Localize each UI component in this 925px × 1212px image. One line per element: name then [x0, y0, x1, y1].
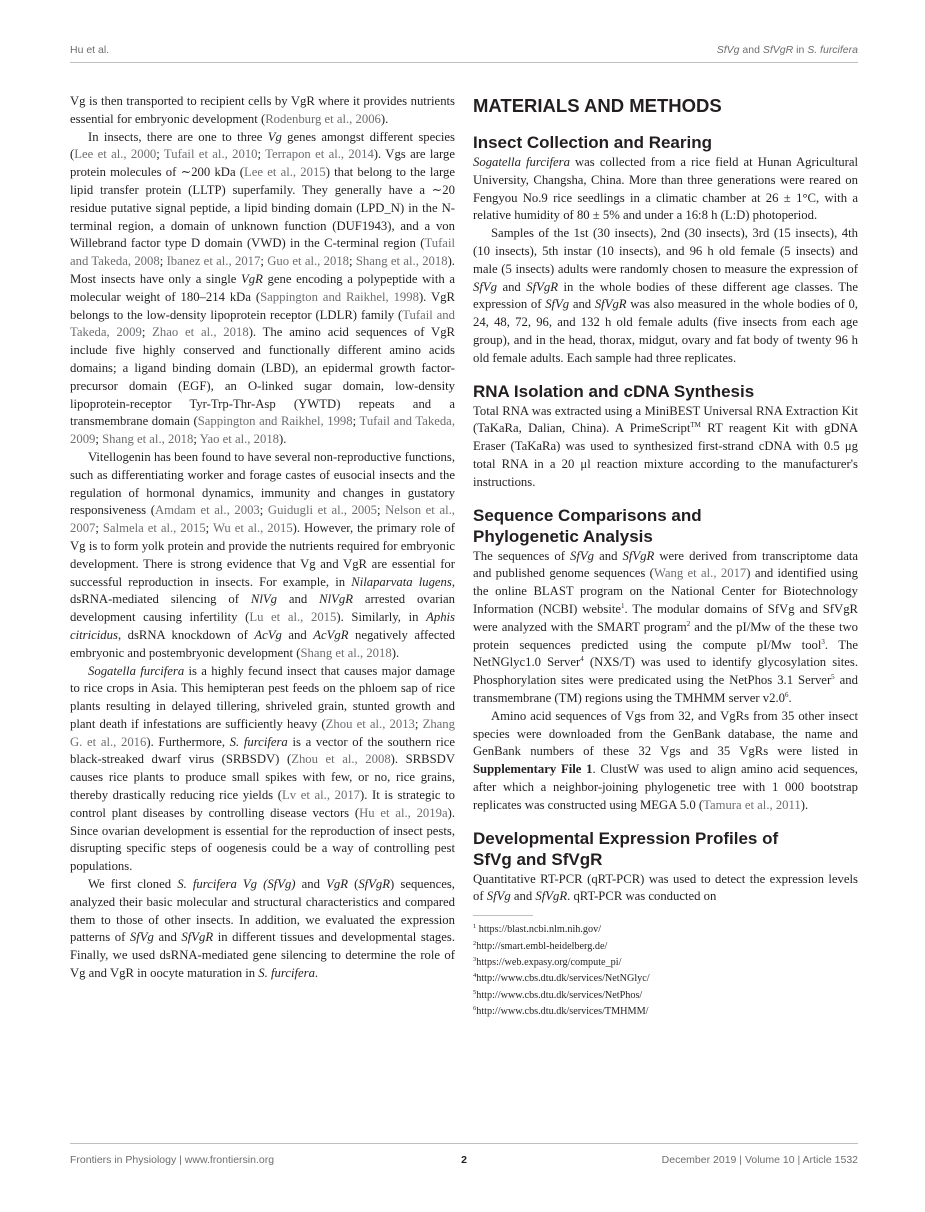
footer-journal[interactable]: Frontiers in Physiology | www.frontiersin.org	[70, 1154, 275, 1166]
subsection-rna-isolation: RNA Isolation and cDNA Synthesis	[473, 381, 755, 401]
subsection-insect-collection: Insect Collection and Rearing	[473, 133, 712, 152]
paragraph-collection: Sogatella furcifera was collected from a rice field at Hunan Agricultural University, Changsha, China. More than three generations were reared on Fengyou No.9 rice seedlings in a climatic chamber at 26 ± 1°C, with a relative humidity of 80 ± 5% and under a 16:8 h (L:D) photoperiod.	[473, 155, 858, 223]
footnote-item[interactable]: $^5$http://www.cbs.dtu.dk/services/NetPhos/	[473, 988, 643, 1001]
paragraph-sogatella-pest: Sogatella furcifera is a highly fecund insect that causes major damage to rice crops in Asia. This hemipteran pest feeds on the phloem sap of rice plants resulting in delayed tillering, shriveled grain, stunted growth and plant death if infestations are sufficiently heavy (Zhou et al., 2013; Zhang G. et al., 2016). Furthermore, S. furcifera is a vector of the southern rice black-streaked dwarf virus (SRBSDV) (Zhou et al., 2008). SRBSDV causes rice plants to produce small spikes with few, or no, rice grains, thereby drastically reducing rice yields (Lv et al., 2017). It is strategic to control plant diseases by controlling disease vectors (Hu et al., 2019a). Since ovarian development is essential for the reproduction of insect pests, disrupting specific steps of oogenesis could be a way of controlling pest populations.	[70, 663, 456, 874]
citation-link[interactable]: Sappington and Raikhel, 1998	[260, 289, 419, 304]
footnote-mark[interactable]: 1	[621, 601, 625, 610]
paragraph-samples: Samples of the 1st (30 insects), 2nd (30 insects), 3rd (15 insects), 4th (10 insects), 5th instar (10 insects), and 96 h old female (5 insects) and male (5 insects) adults were randomly chosen to measure the expression of SfVg and SfVgR in the whole bodies of these different age classes. The expression of SfVg and SfVgR was also measured in the whole bodies of 0, 24, 48, 72, 96, and 132 h old female adults (five insects from each age group), and in the head, thorax, midgut, ovary and fat body of twenty 96 h old female adults. Each sample had three replicates.	[473, 226, 858, 365]
citation-link[interactable]: Shang et al., 2018	[355, 254, 448, 269]
citation-link[interactable]: Shang et al., 2018	[300, 645, 392, 660]
citation-link[interactable]: Wu et al., 2015	[212, 521, 293, 536]
header-title	[717, 44, 858, 56]
footnote-mark[interactable]: 3	[821, 637, 825, 646]
citation-link[interactable]: Guo et al., 2018	[267, 254, 350, 269]
subsection-developmental-expression: Developmental Expression Profiles of SfVg and SfVgR	[473, 828, 779, 869]
citation-link[interactable]: Salmela et al., 2015	[102, 521, 206, 536]
section-title-materials-methods: MATERIALS AND METHODS	[473, 95, 722, 116]
left-column	[70, 93, 455, 983]
citation-link[interactable]: Lee et al., 2000	[74, 147, 157, 162]
paragraph-phylogeny: Amino acid sequences of Vgs from 32, and VgRs from 35 other insect species were downloaded from the GenBank database, the name and GenBank numbers of these 32 Vgs and 35 VgRs were listed in Supplementary File 1. ClustW was used to align amino acid sequences, after which a neighbor-joining phylogenetic tree with 1 000 bootstrap replicates was constructed using MEGA 5.0 (Tamura et al., 2011).	[473, 708, 858, 812]
header-rule	[70, 62, 858, 63]
citation-link[interactable]: Ibanez et al., 2017	[166, 254, 261, 269]
citation-link[interactable]: Tufail and Takeda, 2008	[70, 236, 455, 269]
citation-link[interactable]: Tufail and Takeda, 2009	[70, 307, 455, 340]
subsection-sequence-comparisons: Sequence Comparisons and Phylogenetic Analysis	[473, 505, 702, 546]
footer-issue: December 2019 | Volume 10 | Article 1532	[661, 1154, 858, 1166]
citation-link[interactable]: Zhang G. et al., 2016	[70, 716, 455, 749]
footnote-item[interactable]: $^2$http://smart.embl-heidelberg.de/	[473, 939, 608, 952]
header-authors: Hu et al.	[70, 44, 110, 56]
footnote-mark[interactable]: 4	[580, 655, 584, 664]
paragraph-study-aims: We first cloned S. furcifera Vg (SfVg) and VgR (SfVgR) sequences, analyzed their basic molecular and structural characteristics and compared them to those of other insects. In addition, we evaluated the expression patterns of SfVg and SfVgR in different tissues and developmental stages. Finally, we used dsRNA-mediated gene silencing to determine the role of Vg and VgR in oocyte maturation in S. furcifera.	[70, 877, 456, 981]
citation-link[interactable]: Shang et al., 2018	[102, 432, 194, 447]
header-title-part: SfVgR	[762, 44, 794, 56]
citation-link[interactable]: Zhao et al., 2018	[152, 325, 249, 340]
citation-link[interactable]: Terrapon et al., 2014	[265, 147, 374, 162]
citation-link[interactable]: Lv et al., 2017	[281, 788, 361, 803]
header-title-part: and	[739, 44, 763, 56]
paragraph-rna: Total RNA was extracted using a MiniBEST Universal RNA Extraction Kit (TaKaRa, Dalian, China). A PrimeScript™ RT reagent Kit with gDNA Eraser (TaKaRa) was used to synthesized first-strand cDNA with 0.5 μg total RNA in a 20 μl reaction mixture according to the manufacturer's instructions.	[473, 403, 858, 489]
footnote-item[interactable]: $^4$http://www.cbs.dtu.dk/services/NetNGlyc/	[473, 972, 650, 985]
footnotes	[473, 922, 858, 1020]
right-column	[473, 93, 858, 1021]
footnote-mark[interactable]: 6	[784, 690, 789, 699]
citation-link[interactable]: Tufail et al., 2010	[163, 147, 258, 162]
paragraph-vg-transport: Vg is then transported to recipient cells by VgR where it provides nutrients essential for embryonic development (Rodenburg et al., 2006).	[70, 94, 455, 126]
paragraph-vg-genes: In insects, there are one to three Vg genes amongst different species (Lee et al., 2000; Tufail et al., 2010; Terrapon et al., 2014). Vgs are large protein molecules of ∼200 kDa (Lee et al., 2015) that belong to the large lipid transfer protein (LLTP) superfamily. They generally have a ∼20 residue putative signal peptide, a lipid binding domain (LPD_N) in the N-terminal region, a domain of unknown function (DUF1943), and a von Willebrand factor type D domain (VWD) in the C-terminal region (Tufail and Takeda, 2008; Ibanez et al., 2017; Guo et al., 2018; Shang et al., 2018). Most insects have only a single VgR gene encoding a polypeptide with a molecular weight of 180–214 kDa (Sappington and Raikhel, 1998). VgR belongs to the low-density lipoprotein receptor (LDLR) family (Tufail and Takeda, 2009; Zhao et al., 2018). The amino acid sequences of VgR include five highly conserved and functionally different amino acids domains; a ligand binding domain (LBD), an epidermal growth factor-precursor domain (EGF), an O-linked sugar domain, low-density lipoprotein-receptor Tyr-Trp-Thr-Asp (YWTD) repeats and a transmembrane domain (Sappington and Raikhel, 1998; Tufail and Takeda, 2009; Shang et al., 2018; Yao et al., 2018).	[70, 129, 456, 447]
supplementary-link[interactable]: Supplementary File 1	[473, 762, 593, 777]
header-title-part: S. furcifera	[807, 44, 858, 56]
footer-rule	[70, 1143, 858, 1144]
citation-link[interactable]: Zhou et al., 2013	[325, 716, 415, 731]
page-number: 2	[461, 1154, 467, 1166]
citation-link[interactable]: Lee et al., 2015	[244, 165, 326, 180]
citation-link[interactable]: Zhou et al., 2008	[291, 752, 391, 767]
citation-link[interactable]: Sappington and Raikhel, 1998	[197, 414, 353, 429]
footnote-item[interactable]: $^3$https://web.expasy.org/compute_pi/	[473, 955, 622, 968]
citation-link[interactable]: Guidugli et al., 2005	[267, 503, 377, 518]
paragraph-vitellogenin-functions: Vitellogenin has been found to have several non-reproductive functions, such as differentiating worker and forage castes of eusocial insects and the regulation of hormonal dynamics, immunity and changes in gustatory responsiveness (Amdam et al., 2003; Guidugli et al., 2005; Nelson et al., 2007; Salmela et al., 2015; Wu et al., 2015). However, the primary role of Vg is to form yolk protein and provide the nutrients required for embryonic development. There is strong evidence that Vg and VgR are essential for successful reproduction in insects. For example, in Nilaparvata lugens, dsRNA-mediated silencing of NlVg and NlVgR arrested ovarian development causing infertility (Lu et al., 2015). Similarly, in Aphis citricidus, dsRNA knockdown of AcVg and AcVgR negatively affected embryonic and postembryonic development (Shang et al., 2018).	[70, 449, 456, 660]
citation-link[interactable]: Yao et al., 2018	[199, 432, 280, 447]
footnote-mark[interactable]: 5	[831, 673, 835, 682]
footnote-mark[interactable]: 2	[686, 619, 691, 628]
paragraph-qrtpcr: Quantitative RT-PCR (qRT-PCR) was used to detect the expression levels of SfVg and SfVgR. qRT-PCR was conducted on	[473, 871, 858, 904]
footnote-rule	[473, 915, 533, 916]
citation-link[interactable]: Tamura et al., 2011	[703, 797, 801, 812]
footnote-item[interactable]: $^6$http://www.cbs.dtu.dk/services/TMHMM/	[473, 1005, 649, 1018]
citation-link[interactable]: Tufail and Takeda, 2009	[70, 414, 455, 447]
citation-link[interactable]: Wang et al., 2017	[653, 566, 747, 581]
citation-link[interactable]: Lu et al., 2015	[249, 610, 337, 625]
citation-link[interactable]: Amdam et al., 2003	[154, 503, 260, 518]
paragraph-sequences: The sequences of SfVg and SfVgR were derived from transcriptome data and published genome sequences (Wang et al., 2017) and identified using the online BLAST program on the National Center for Biotechnology Information (NCBI) website$^1$. The modular domains of SfVg and SfVgR were analyzed with the SMART program$^2$ and the pI/Mw of the these two protein sequences predicted using the compute pI/Mw tool$^3$. The NetNGlyc1.0 Server$^4$ (NXS/T) was used to identify glycosylation sites. Phosphorylation sites were predicated using the NetPhos 3.1 Server$^5$ and transmembrane (TM) regions using the TMHMM server $v2.0^6$.	[473, 548, 859, 705]
citation-link[interactable]: Nelson et al., 2007	[70, 503, 455, 536]
header-title-part: in	[793, 44, 808, 56]
footnote-item[interactable]: $^1$ https://blast.ncbi.nlm.nih.gov/	[473, 923, 602, 936]
citation-link[interactable]: Hu et al., 2019a	[359, 805, 448, 820]
header-title-part: SfVg	[716, 44, 740, 56]
citation-link[interactable]: Rodenburg et al., 2006	[265, 111, 381, 126]
